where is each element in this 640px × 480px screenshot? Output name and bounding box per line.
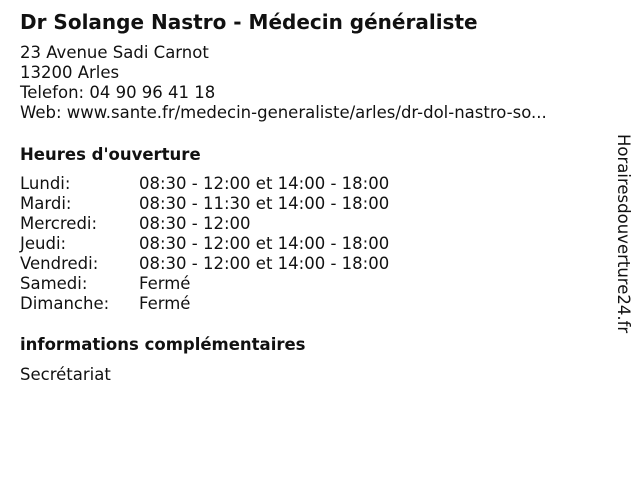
time-value: 08:30 - 12:00 et 14:00 - 18:00 bbox=[139, 234, 390, 253]
time-value: Fermé bbox=[139, 294, 191, 313]
phone-number: Telefon: 04 90 96 41 18 bbox=[20, 83, 216, 102]
website: Web: www.sante.fr/medecin-generaliste/arles/dr-dol-nastro-so... bbox=[20, 103, 547, 122]
street-address: 23 Avenue Sadi Carnot bbox=[20, 43, 209, 62]
additional-info-text: Secrétariat bbox=[20, 365, 111, 384]
time-value: 08:30 - 12:00 et 14:00 - 18:00 bbox=[139, 174, 390, 193]
day-label: Dimanche: bbox=[20, 294, 110, 313]
time-value: 08:30 - 12:00 bbox=[139, 214, 251, 233]
day-label: Mercredi: bbox=[20, 214, 98, 233]
additional-info-heading: informations complémentaires bbox=[20, 335, 306, 354]
day-label: Jeudi: bbox=[20, 234, 67, 253]
day-label: Lundi: bbox=[20, 174, 71, 193]
day-label: Vendredi: bbox=[20, 254, 99, 273]
day-label: Samedi: bbox=[20, 274, 88, 293]
time-value: 08:30 - 12:00 et 14:00 - 18:00 bbox=[139, 254, 390, 273]
opening-hours-heading: Heures d'ouverture bbox=[20, 145, 201, 164]
time-value: Fermé bbox=[139, 274, 191, 293]
time-value: 08:30 - 11:30 et 14:00 - 18:00 bbox=[139, 194, 390, 213]
page-title: Dr Solange Nastro - Médecin généraliste bbox=[20, 10, 478, 34]
address-block bbox=[20, 43, 547, 123]
city: 13200 Arles bbox=[20, 63, 120, 82]
site-watermark: Horairesdouverture24.fr bbox=[614, 134, 633, 334]
day-label: Mardi: bbox=[20, 194, 72, 213]
